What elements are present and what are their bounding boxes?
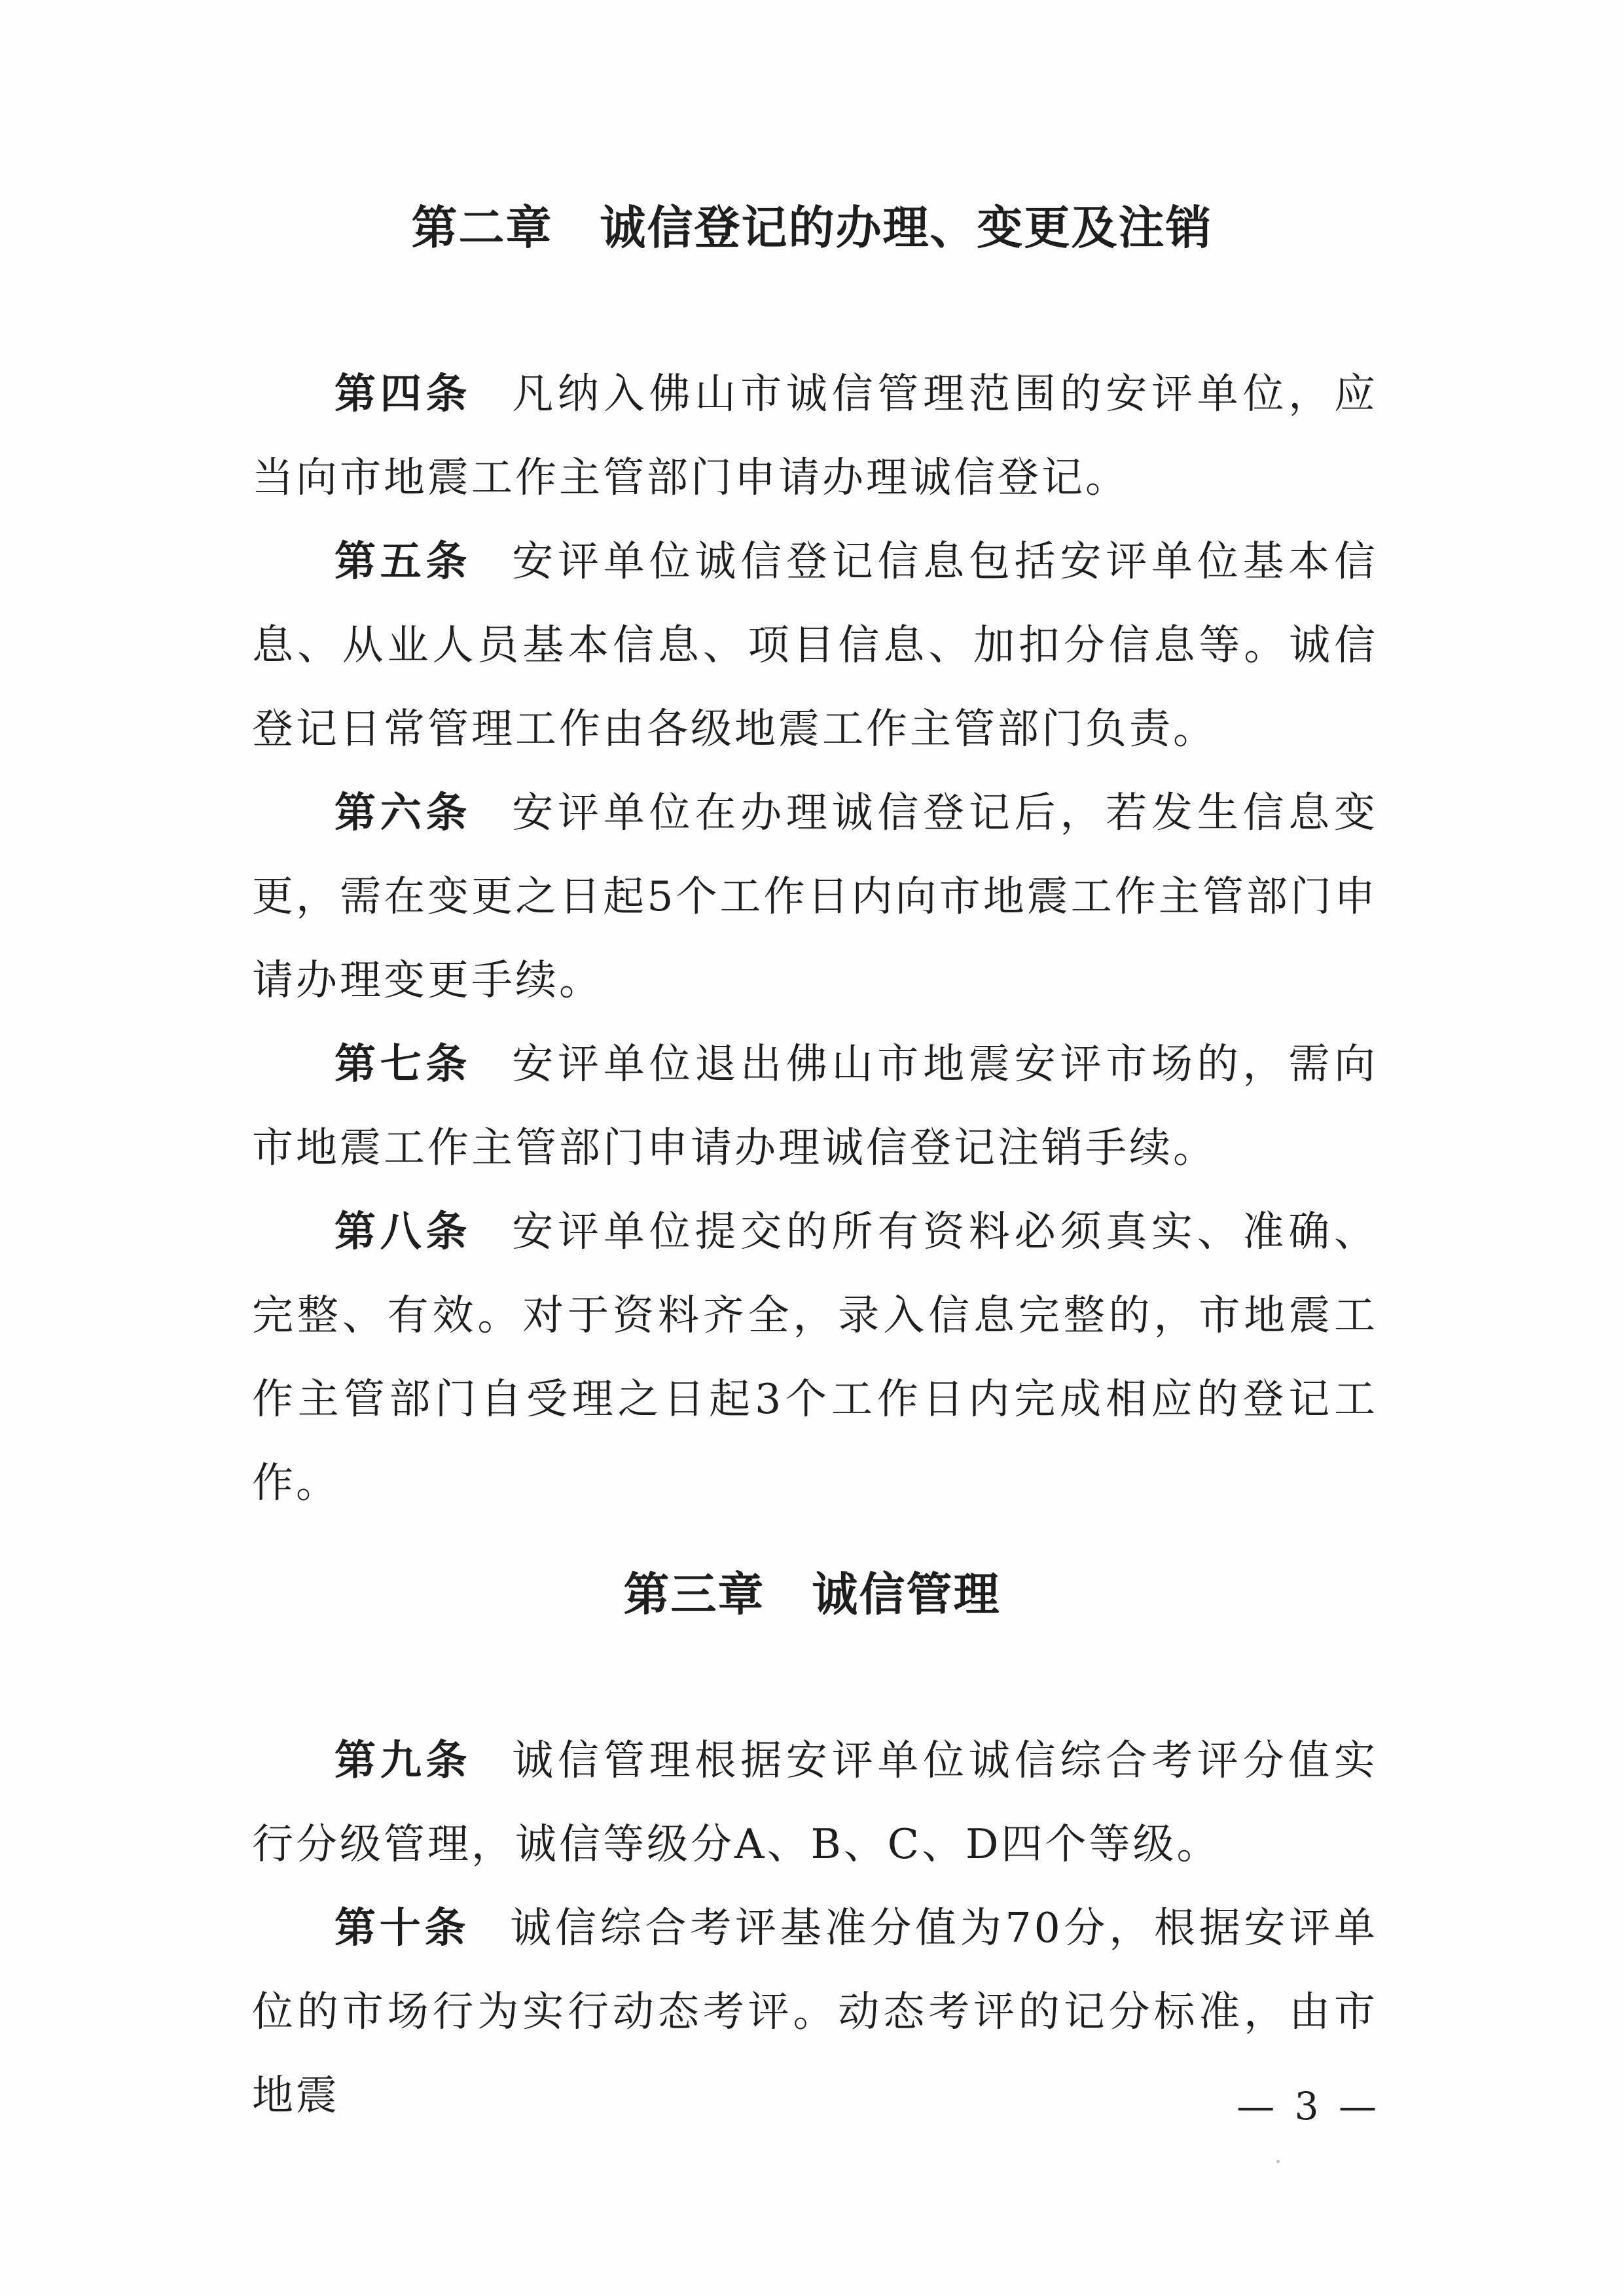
article-5-number: 第五条 (334, 537, 472, 585)
article-6-text: 安评单位在办理诚信登记后，若发生信息变更，需在变更之日起5个工作日内向市地震工作主管部门申请办理变更手续。 (252, 789, 1379, 1004)
article-6 (252, 771, 1378, 1022)
article-8-number: 第八条 (334, 1208, 472, 1255)
article-9-text: 诚信管理根据安评单位诚信综合考评分值实行分级管理，诚信等级分A、B、C、D四个等级。 (252, 1736, 1379, 1868)
article-10-text: 诚信综合考评基准分值为70分，根据安评单位的市场行为实行动态考评。动态考评的记分标准，由市地震 (252, 1904, 1378, 2119)
article-7-number: 第七条 (334, 1040, 472, 1088)
article-5-text: 安评单位诚信登记信息包括安评单位基本信息、从业人员基本信息、项目信息、加扣分信息等。诚信登记日常管理工作由各级地震工作主管部门负责。 (252, 537, 1379, 753)
page-number: — 3 — (1236, 2084, 1380, 2128)
article-7 (252, 1022, 1378, 1190)
article-10-number: 第十条 (334, 1904, 470, 1952)
chapter-2-heading: 第二章 诚信登记的办理、变更及注销 (411, 201, 1213, 255)
article-8-text: 安评单位提交的所有资料必须真实、准确、完整、有效。对于资料齐全，录入信息完整的，市地震工作主管部门自受理之日起3个工作日内完成相应的登记工作。 (252, 1208, 1379, 1507)
article-4 (252, 352, 1378, 520)
chapter-3-heading: 第三章 诚信管理 (623, 1568, 1001, 1621)
article-4-number: 第四条 (334, 370, 472, 418)
article-7-text: 安评单位退出佛山市地震安评市场的，需向市地震工作主管部门申请办理诚信登记注销手续。 (252, 1040, 1379, 1172)
article-5 (252, 520, 1378, 771)
article-8 (252, 1190, 1378, 1525)
scan-speck (1276, 2160, 1280, 2163)
article-6-number: 第六条 (334, 789, 472, 836)
article-4-text: 凡纳入佛山市诚信管理范围的安评单位，应当向市地震工作主管部门申请办理诚信登记。 (252, 370, 1379, 501)
article-9 (252, 1719, 1378, 1886)
article-9-number: 第九条 (334, 1736, 472, 1784)
article-10 (252, 1886, 1378, 2138)
